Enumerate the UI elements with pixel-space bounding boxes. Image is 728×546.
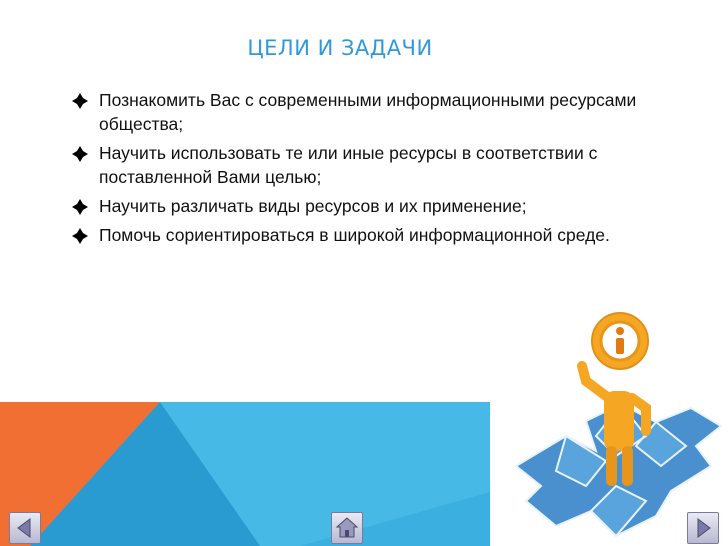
home-button[interactable]: [331, 512, 363, 544]
bullet-item: [72, 223, 642, 247]
slide-title: ЦЕЛИ И ЗАДАЧИ: [247, 36, 433, 60]
bullet-text: Помочь сориентироваться в широкой информационной среде.: [99, 225, 610, 245]
info-icon: [616, 327, 624, 354]
next-slide-button[interactable]: [687, 512, 719, 544]
bullet-item: [72, 88, 642, 136]
diamond-bullet-icon: [72, 228, 88, 244]
bullet-text: Научить различать виды ресурсов и их применение;: [99, 196, 527, 216]
bullet-item: [72, 141, 642, 189]
decorative-band: [0, 402, 490, 546]
illustration: [496, 296, 726, 546]
diamond-bullet-icon: [72, 93, 88, 109]
bullet-text: Познакомить Вас с современными информационными ресурсами общества;: [99, 90, 637, 134]
arrow-left-icon: [10, 513, 40, 543]
diamond-bullet-icon: [72, 199, 88, 215]
bullet-item: [72, 194, 642, 218]
home-icon: [332, 513, 362, 543]
arrow-right-icon: [688, 513, 718, 543]
bullet-list: [72, 88, 642, 252]
diamond-bullet-icon: [72, 146, 88, 162]
previous-slide-button[interactable]: [9, 512, 41, 544]
bullet-text: Научить использовать те или иные ресурсы в соответствии с поставленной Вами целью;: [99, 143, 598, 187]
